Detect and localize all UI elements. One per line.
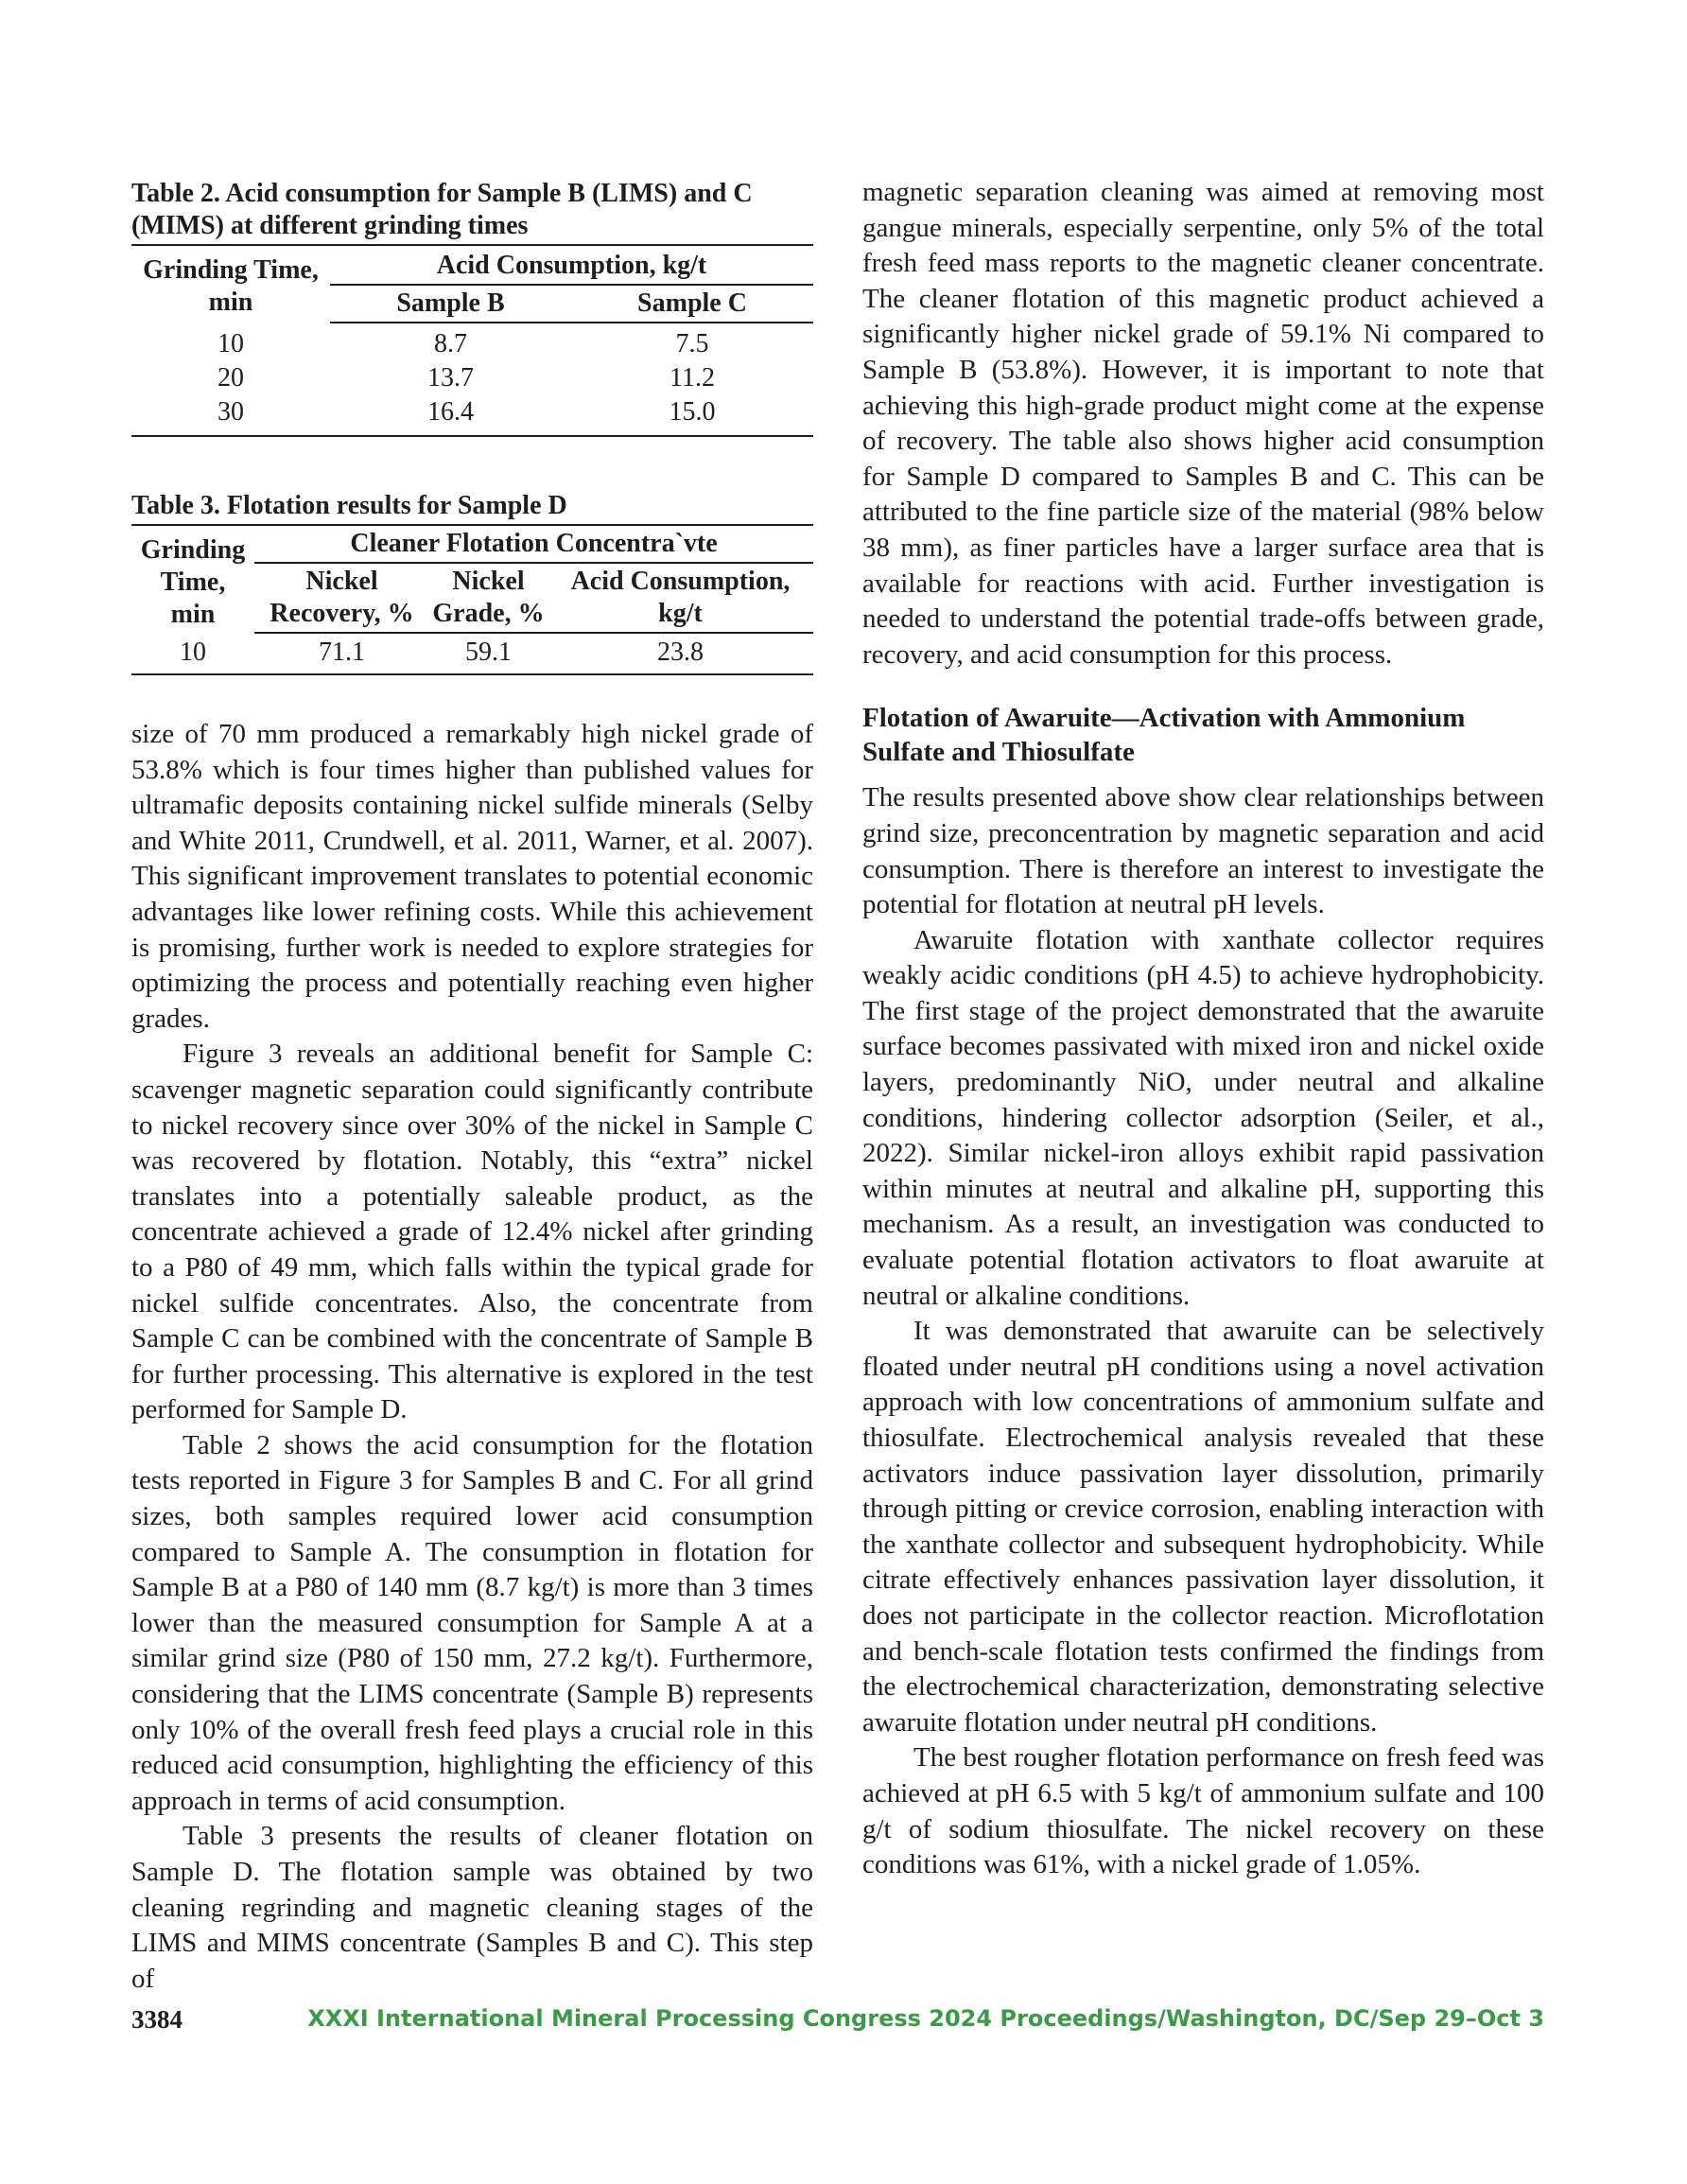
footer-proceedings-text: XXXI International Mineral Processing Congress 2024 Proceedings/Washington, DC/Sep 29–Oct 3 xyxy=(307,2005,1544,2032)
right-paragraph-1: The results presented above show clear relationships between grind size, preconcentration by magnetic separation and acid consumption. There is therefore an interest to investigate the potential for flotation at neutral pH levels. xyxy=(862,782,1544,920)
left-body-text xyxy=(131,717,813,1997)
table-3-header-recovery-l2: Recovery, % xyxy=(270,599,414,628)
table-2-header-grinding-l2: min xyxy=(208,287,253,317)
left-paragraph-3: Table 2 shows the acid consumption for the flotation tests reported in Figure 3 for Samples B and C. For all grind sizes, both samples required lower acid consumption compared to Sample A. The consumption in flotation for Sample B at a P80 of 140 mm (8.7 kg/t) is more than 3 times lower than the measured consumption for Sample A at a similar grind size (P80 of 150 mm, 27.2 kg/t). Furthermore, considering that the LIMS concentrate (Sample B) represents only 10% of the overall fresh feed plays a crucial role in this reduced acid consumption, highlighting the efficiency of this approach in terms of acid consumption. xyxy=(131,1429,813,1816)
left-paragraph-4: Table 3 presents the results of cleaner flotation on Sample D. The flotation sample was obtained by two cleaning regrinding and magnetic cleaning stages of the LIMS and MIMS concentrate (Samples B and C). This step of xyxy=(131,1821,813,1994)
page-footer xyxy=(131,2005,1544,2043)
table-2-cell-c: 11.2 xyxy=(670,363,715,393)
table-3-header-acid xyxy=(548,563,813,633)
right-paragraph-2: Awaruite flotation with xanthate collector requires weakly acidic conditions (pH 4.5) to achieve hydrophobicity. The first stage of the project demonstrated that the awaruite surface becomes passivated with mixed iron and nickel oxide layers, predominantly NiO, under neutral and alkaline conditions, hindering collector adsorption (Seiler, et al., 2022). Similar nickel-iron alloys exhibit rapid passivation within minutes at neutral and alkaline pH, supporting this mechanism. As a result, an investigation was conducted to evaluate potential flotation activators to float awaruite at neutral or alkaline conditions. xyxy=(862,924,1544,1311)
table-3-cell-grade: 59.1 xyxy=(429,633,548,674)
table-3-header-grinding-l1: Grinding xyxy=(140,535,246,565)
table-2-header-grinding-l1: Grinding Time, xyxy=(143,254,319,285)
left-column xyxy=(131,178,813,1997)
table-2 xyxy=(131,178,813,437)
table-2-cell-time: 20 xyxy=(217,363,244,393)
table-3-header-grade-l1: Nickel xyxy=(452,567,525,596)
table-3-cell-recovery: 71.1 xyxy=(254,633,429,674)
table-2-cell-c: 15.0 xyxy=(571,395,813,436)
table-2-header-grinding xyxy=(131,245,330,323)
table-2-cell-time: 10 xyxy=(217,328,244,358)
right-paragraph-4: The best rougher flotation performance on fresh feed was achieved at pH 6.5 with 5 kg/t of ammonium sulfate and 100 g/t of sodium thiosulfate. The nickel recovery on these conditions was 61%, with a nickel grade of 1.05%. xyxy=(862,1742,1544,1880)
left-paragraph-1: size of 70 mm produced a remarkably high nickel grade of 53.8% which is four times higher than published values for ultramafic deposits containing nickel sulfide minerals (Selby and White 2011, Crundwell, et al. 2011, Warner, et al. 2007). This significant improvement translates to potential economic advantages like lower refining costs. While this achievement is promising, further work is needed to explore strategies for optimizing the process and potentially reaching even higher grades. xyxy=(131,719,813,1034)
table-3-header-acid-l2: kg/t xyxy=(658,599,703,628)
table-3-header-grade xyxy=(429,563,548,633)
table-2-header-sample-b: Sample B xyxy=(330,285,571,323)
page-number: 3384 xyxy=(131,2005,183,2034)
table-3-header-grinding-l3: min xyxy=(170,600,216,629)
table-3-header-grinding-l2: Time, xyxy=(160,568,226,597)
table-2-grid xyxy=(131,244,813,437)
table-3-cell-acid: 23.8 xyxy=(548,633,813,674)
table-3-header-recovery xyxy=(254,563,429,633)
table-2-cell-b: 8.7 xyxy=(434,329,467,358)
table-2-header-sample-c: Sample C xyxy=(571,285,813,323)
table-row xyxy=(131,361,813,395)
table-3-header-grade-l2: Grade, % xyxy=(432,599,545,628)
table-2-cell-c: 7.5 xyxy=(675,329,709,358)
table-3-header-grinding xyxy=(131,525,254,633)
table-3-header-recovery-l1: Nickel xyxy=(305,567,378,596)
right-paragraph-3: It was demonstrated that awaruite can be selectively floated under neutral pH conditions using a novel activation approach with low concentrations of ammonium sulfate and thiosulfate. Electrochemical analysis revealed that these activators induce passivation layer dissolution, primarily through pitting or crevice corrosion, enabling interaction with the xanthate collector and subsequent hydrophobicity. While citrate effectively enhances passivation layer dissolution, it does not participate in the collector reaction. Microflotation and bench-scale flotation tests confirmed the findings from the electrochemical characterization, demonstrating selective awaruite flotation under neutral pH conditions. xyxy=(862,1316,1544,1738)
right-column xyxy=(862,178,1544,1883)
table-2-caption-line2: (MIMS) at different grinding times xyxy=(131,211,529,240)
table-2-header-group: Acid Consumption, kg/t xyxy=(330,245,813,285)
table-3-cell-time: 10 xyxy=(131,633,254,674)
table-2-cell-b: 13.7 xyxy=(427,363,474,393)
right-paragraph-top: magnetic separation cleaning was aimed at removing most gangue minerals, especially serpentine, only 5% of the total fresh feed mass reports to the magnetic cleaner concentrate. The cleaner flotation of this magnetic product achieved a significantly higher nickel grade of 59.1% Ni compared to Sample B (53.8%). However, it is important to note that achieving this high-grade product might come at the expense of recovery. The table also shows higher acid consumption for Sample D compared to Samples B and C. This can be attributed to the fine particle size of the material (98% below 38 mm), as finer particles have a larger surface area that is available for reactions with acid. Further investigation is needed to understand the potential trade-offs between grade, recovery, and acid consumption for this process. xyxy=(862,177,1544,670)
table-3 xyxy=(131,490,813,675)
table-row xyxy=(131,395,813,436)
table-2-caption xyxy=(131,178,813,242)
table-row xyxy=(131,323,813,361)
table-2-cell-b: 16.4 xyxy=(330,395,571,436)
left-paragraph-2: Figure 3 reveals an additional benefit for Sample C: scavenger magnetic separation could significantly contribute to nickel recovery since over 30% of the nickel in Sample C was recovered by flotation. Notably, this “extra” nickel translates into a potentially saleable product, as the concentrate achieved a grade of 12.4% nickel after grinding to a P80 of 49 mm, which falls within the typical grade for nickel sulfide concentrates. Also, the concentrate from Sample C can be combined with the concentrate of Sample B for further processing. This alternative is explored in the test performed for Sample D. xyxy=(131,1039,813,1425)
table-3-caption: Table 3. Flotation results for Sample D xyxy=(131,491,567,520)
table-3-header-group: Cleaner Flotation Concentra`vte xyxy=(254,525,813,563)
table-row xyxy=(131,633,813,674)
table-2-caption-line1: Table 2. Acid consumption for Sample B (LIMS) and C xyxy=(131,179,753,208)
table-3-header-acid-l1: Acid Consumption, xyxy=(570,567,791,596)
table-3-grid xyxy=(131,524,813,675)
section-heading: Flotation of Awaruite—Activation with Ammonium Sulfate and Thiosulfate xyxy=(862,703,1466,768)
table-2-cell-time: 30 xyxy=(131,395,330,436)
